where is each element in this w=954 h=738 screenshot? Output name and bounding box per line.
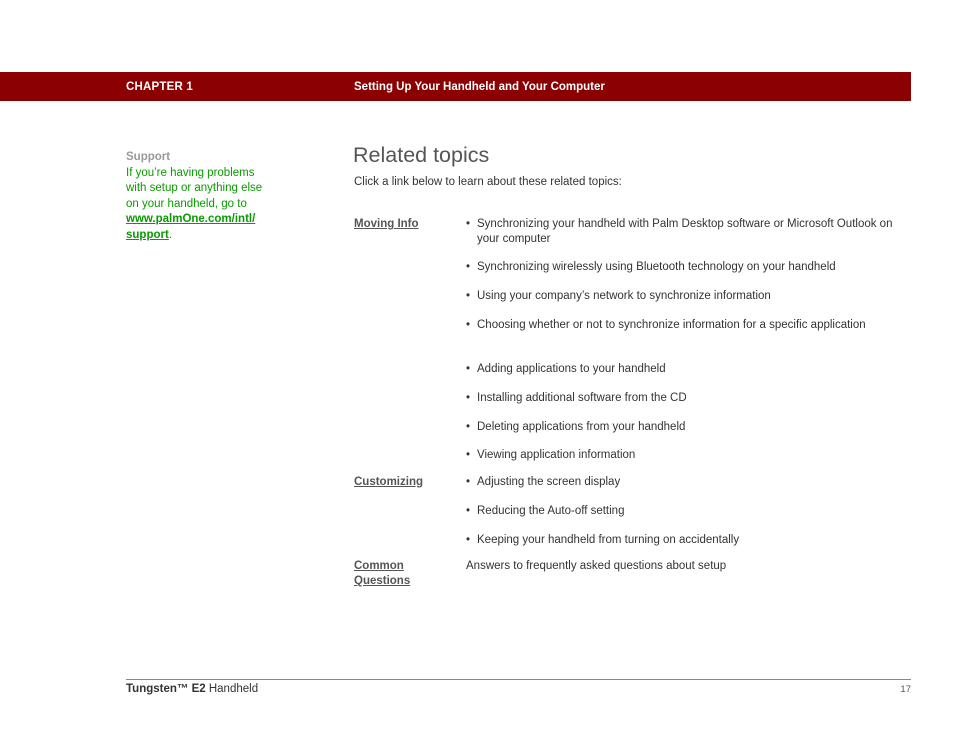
list-item-text: Choosing whether or not to synchronize information for a specific application (477, 319, 866, 331)
intro-text: Click a link below to learn about these related topics: (354, 176, 622, 188)
list-item (466, 448, 896, 463)
support-link[interactable]: www.palmOne.com/intl/ (126, 213, 256, 226)
bullet-icon: • (466, 449, 471, 461)
list-item-text: Adjusting the screen display (477, 476, 621, 488)
list-item (466, 504, 896, 519)
list-item (466, 260, 896, 275)
list-item-text: Keeping your handheld from turning on accidentally (477, 534, 740, 546)
list-item (466, 391, 896, 406)
footer-brand: Tungsten™ E2 (126, 683, 206, 695)
support-link-continued[interactable]: support (126, 228, 169, 241)
support-link-line (126, 228, 296, 244)
list-item-text: Installing additional software from the CD (477, 392, 687, 404)
sidebar-text-line: on your handheld, go to (126, 197, 247, 210)
footer-product-name (126, 683, 258, 695)
sidebar-text-line: with setup or anything else (126, 182, 263, 195)
chapter-title: Setting Up Your Handheld and Your Computer (354, 81, 605, 93)
sidebar-period: . (168, 228, 173, 241)
page-title: Related topics (353, 143, 490, 167)
bullet-icon: • (466, 421, 471, 433)
list-item (466, 318, 896, 333)
list-item (466, 420, 896, 435)
footer-divider (126, 679, 911, 680)
list-item-text: Synchronizing wirelessly using Bluetooth technology on your handheld (477, 261, 836, 273)
common-questions-link-line1: Common (354, 560, 404, 572)
bullet-icon: • (466, 534, 471, 546)
list-item (466, 475, 896, 490)
list-item (466, 362, 896, 377)
list-item-text: Adding applications to your handheld (477, 363, 666, 375)
common-questions-description: Answers to frequently asked questions about setup (466, 560, 727, 572)
customizing-link[interactable]: Customizing (354, 476, 423, 488)
list-item (466, 533, 896, 548)
list-item (466, 289, 896, 304)
sidebar-heading: Support (126, 151, 171, 163)
bullet-icon: • (466, 261, 471, 273)
bullet-icon: • (466, 290, 471, 302)
footer-product: Handheld (208, 683, 259, 695)
bullet-icon: • (466, 319, 471, 331)
sidebar-text-line: If you’re having problems (126, 166, 255, 179)
moving-info-link[interactable]: Moving Info (354, 218, 419, 230)
bullet-icon: • (466, 363, 471, 375)
bullet-icon: • (466, 476, 471, 488)
list-item-text: Using your company’s network to synchronize information (477, 290, 771, 302)
bullet-icon: • (466, 218, 471, 230)
bullet-icon: • (466, 505, 471, 517)
list-item (466, 217, 896, 247)
list-item-text: Synchronizing your handheld with Palm Desktop software or Microsoft Outlook on your computer (477, 218, 893, 245)
support-link-line (126, 212, 296, 228)
support-sidebar (126, 150, 296, 244)
list-item-text: Reducing the Auto-off setting (477, 505, 625, 517)
list-item-text: Deleting applications from your handheld (477, 421, 686, 433)
common-questions-link-line2: Questions (354, 575, 411, 587)
common-questions-link[interactable] (354, 559, 410, 589)
chapter-label: CHAPTER 1 (126, 81, 193, 93)
page-number: 17 (900, 684, 911, 695)
bullet-icon: • (466, 392, 471, 404)
list-item-text: Viewing application information (477, 449, 636, 461)
